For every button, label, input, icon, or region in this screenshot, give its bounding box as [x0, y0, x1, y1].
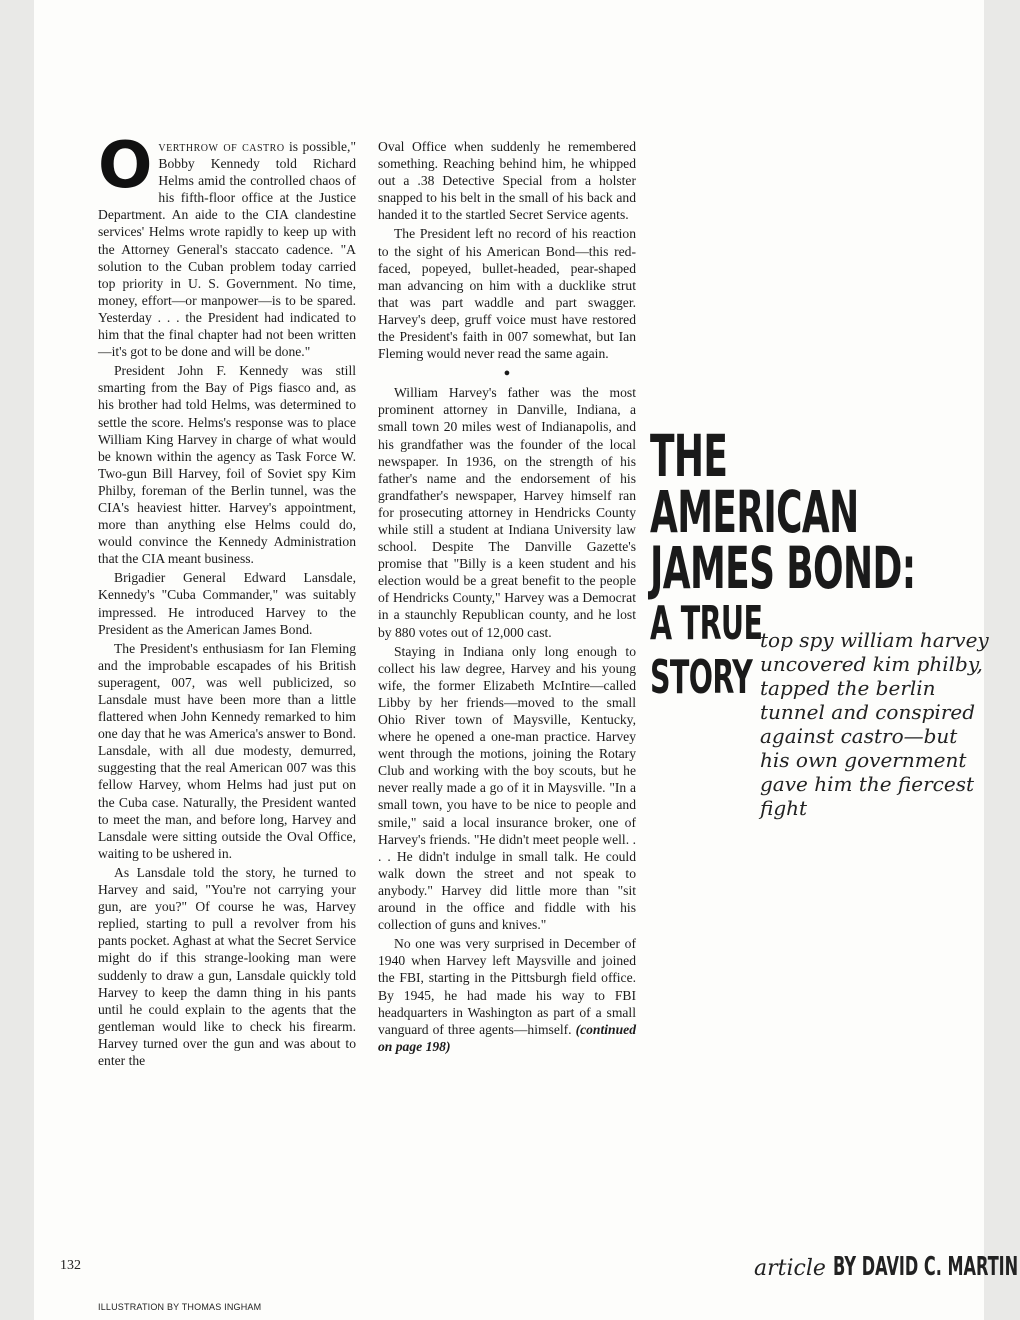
- drop-cap: O: [98, 129, 153, 203]
- paragraph: [378, 935, 636, 1055]
- continued-note: (continued on page 198): [378, 1021, 636, 1054]
- paragraph: Brigadier General Edward Lansdale, Kennedy's "Cuba Commander," was suitably impressed. He introduced Harvey to the President as the American James Bond.: [98, 570, 356, 637]
- paragraph: President John F. Kennedy was still smarting from the Bay of Pigs fiasco and, as his brother had told Helms, was determined to settle the score. Helms's response was to place William King Harvey in charge of what would be known within the agency as Task Force W. Two-gun Bill Harvey, foil of Soviet spy Kim Philby, foreman of the Berlin tunnel, was the CIA's heaviest hitter. Harvey's appointment, more than anything else Helms could do, would convince the Kennedy Administration that the CIA meant business.: [98, 363, 356, 567]
- article-column-2: [378, 138, 636, 1057]
- author-name: BY DAVID C. MARTIN: [832, 1252, 1019, 1282]
- title-line: AMERICAN: [650, 478, 859, 546]
- paragraph-text: No one was very surprised in December of 1940 when Harvey left Maysville and joined the FBI, starting in the Pittsburgh field office. By 1945, he had made his way to FBI headquarters in Washington as part of a small vanguard of three agents—himself.: [378, 936, 636, 1037]
- title-line: JAMES BOND:: [650, 534, 916, 602]
- paragraph: Staying in Indiana only long enough to collect his law degree, Harvey and his young wife, the former Elizabeth McIntire—called Libby by her friends—moved to the small Ohio River town of Maysville, Kentucky, where he opened a one-man practice. Harvey went through the motions, joining the Rotary Club and working with the boy scouts, but he never really made a go of it in Maysville. "In a small town, you have to be nice to people and smile," said a local insurance broker, one of Harvey's friends. "He didn't meet people well. . . . He didn't indulge in small talk. He could walk down the street and not speak to anybody." Harvey did little more than "sit around in the office and fiddle with his collection of guns and knives.": [378, 643, 636, 933]
- paragraph: The President's enthusiasm for Ian Fleming and the improbable escapades of his British superagent, 007, was well publicized, so Lansdale must have been more than a little flattered when John Kennedy remarked to him one day that he was America's answer to Bond. Lansdale, with all due modesty, demurred, suggesting that the real American 007 was this fellow Harvey, whom Helms had just put on the Cuba case. Naturally, the President wanted to meet the man, and before long, Harvey and Lansdale were sitting outside the Oval Office, waiting to be ushered in.: [98, 640, 356, 861]
- page-number: 132: [60, 1258, 81, 1273]
- paragraph: As Lansdale told the story, he turned to Harvey and said, "You're not carrying your gun, are you?" Of course he was, Harvey replied, starting to pull a revolver from his pants pocket. Aghast at what the Secret Service might do if this strange-looking man were suddenly to draw a gun, Lansdale quickly told Harvey to keep the damn thing in his pants until he could explain to the agents that the gentleman would like to check his firearm. Harvey turned over the gun and was about to enter the: [98, 864, 356, 1068]
- magazine-page: [34, 0, 1019, 1320]
- paragraph: William Harvey's father was the most prominent attorney in Danville, Indiana, a small town 20 miles west of Indianapolis, and his grandfather was the founder of the local newspaper. In 1936, on the strength of his father's name and the endorsement of his grandfather's newspaper, Harvey himself ran for prosecuting attorney in Hendricks County while still a student at Indiana University law school. Despite The Danville Gazette's promise that "Billy is a keen student and his election would be a great benefit to the people of Hendricks County," Harvey was a Democrat in a staunchly Republican county, and he lost by 880 votes out of 12,000 cast.: [378, 385, 636, 640]
- section-separator: ●: [503, 367, 511, 380]
- paragraph-text: is possible," Bobby Kennedy told Richard Helms amid the controlled chaos of his fifth-floor office at the Justice Department. An aide to the CIA clandestine services' Helms wrote rapidly to keep up with the Attorney General's staccato cadence. "A solution to the Cuban problem today carried top priority in U. S. Government. No time, money, effort—or manpower—is to be spared. Yesterday . . . the President had indicated to him that the final chapter had not been written—it's got to be done and will be done.": [98, 139, 356, 360]
- lead-in-smallcaps: verthrow of castro: [158, 139, 285, 154]
- byline-prefix: article: [754, 1256, 826, 1281]
- title-line: STORY: [650, 650, 753, 704]
- paragraph: The President left no record of his reaction to the sight of his American Bond—this red-faced, popeyed, bullet-headed, pear-shaped man advancing on him with a ducklike strut that was part waddle and part swagger. Harvey's deep, gruff voice must have restored the President's faith in 007 somewhat, but Ian Fleming would never read the same again.: [378, 226, 636, 362]
- illustration-credit: ILLUSTRATION BY THOMAS INGHAM: [98, 1302, 262, 1312]
- paragraph: [98, 129, 356, 360]
- title-line: A TRUE: [650, 596, 763, 650]
- byline: [754, 1252, 1020, 1282]
- article-dek: top spy william harvey uncovered kim philby, tapped the berlin tunnel and conspired against castro—but his own government gave him the fiercest fight: [760, 628, 989, 820]
- paragraph: Oval Office when suddenly he remembered something. Reaching behind him, he whipped out a .38 Detective Special from a holster snapped to his belt in the small of his back and handed it to the startled Secret Service agents.: [378, 139, 636, 223]
- article-column-1: [98, 129, 356, 1071]
- title-line: THE: [650, 422, 728, 490]
